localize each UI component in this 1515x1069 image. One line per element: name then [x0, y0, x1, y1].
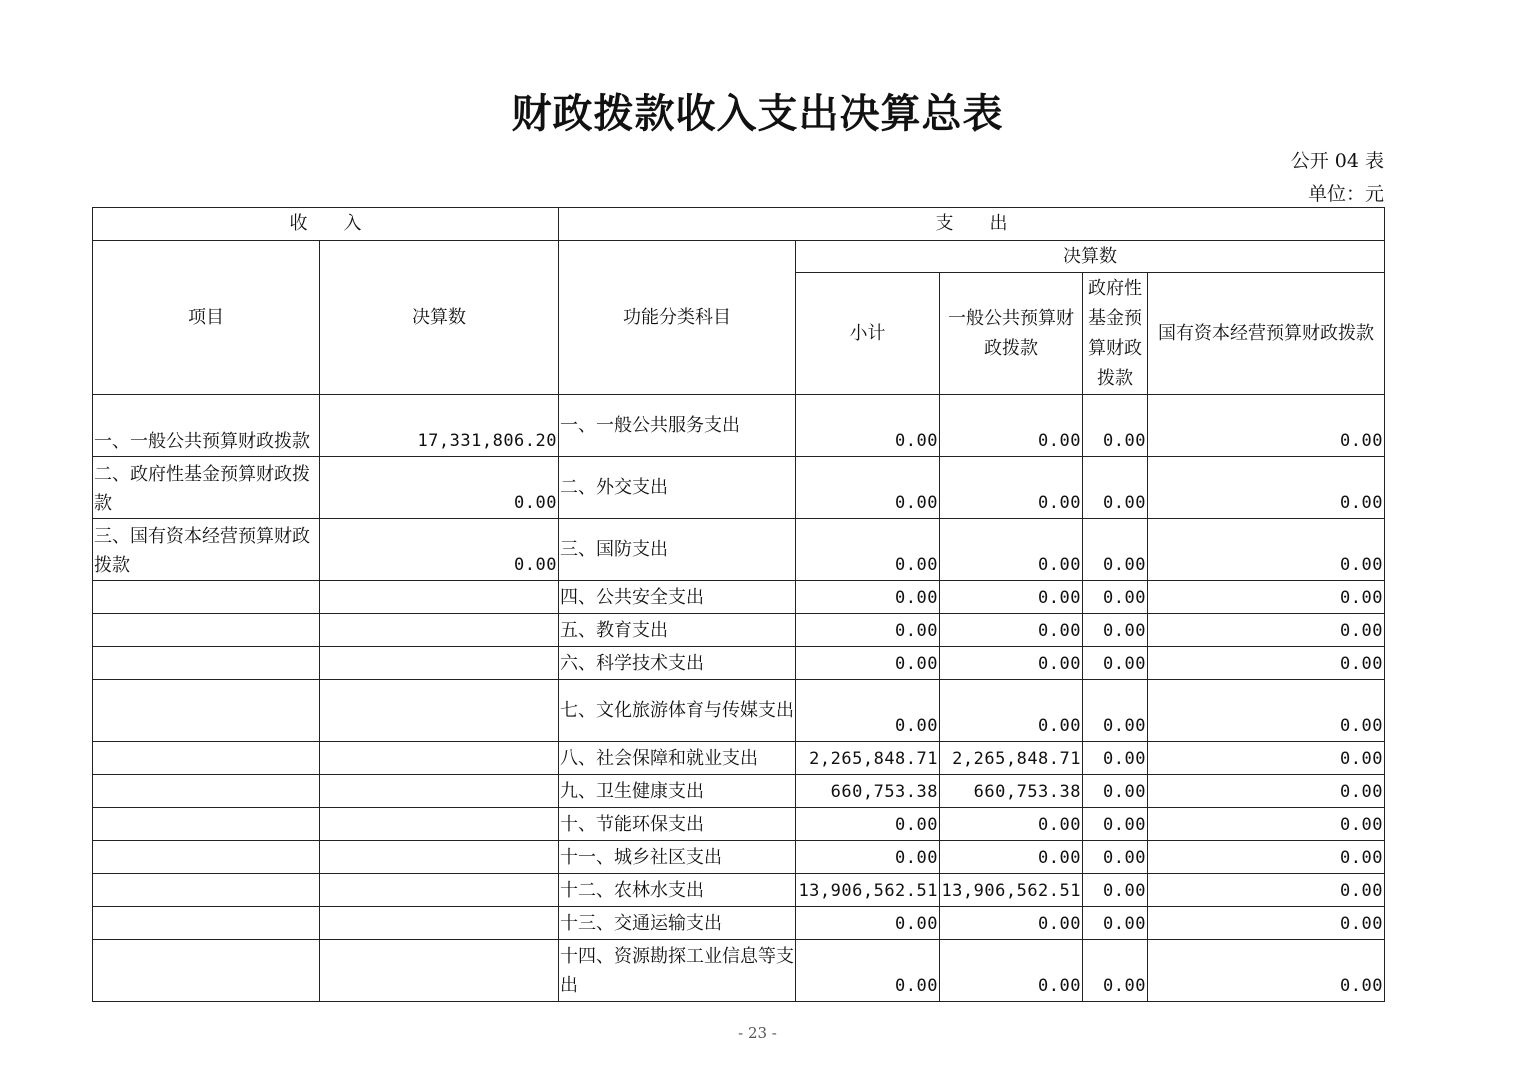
- table-row: [93, 808, 1385, 841]
- category-cell: 五、教育支出: [559, 614, 796, 647]
- state-capital-cell: 0.00: [1148, 940, 1385, 1002]
- subtotal-cell: 2,265,848.71: [796, 742, 940, 775]
- category-cell: 三、国防支出: [559, 519, 796, 581]
- category-cell: 九、卫生健康支出: [559, 775, 796, 808]
- subtotal-cell: 660,753.38: [796, 775, 940, 808]
- general-budget-column-header: 一般公共预算财政拨款: [940, 273, 1083, 395]
- state-capital-cell: 0.00: [1148, 457, 1385, 519]
- income-amount-cell: 0.00: [320, 457, 559, 519]
- category-cell: 八、社会保障和就业支出: [559, 742, 796, 775]
- category-cell: 七、文化旅游体育与传媒支出: [559, 680, 796, 742]
- category-column-header: 功能分类科目: [559, 241, 796, 395]
- income-amount-cell: [320, 940, 559, 1002]
- state-capital-column-header: 国有资本经营预算财政拨款: [1148, 273, 1385, 395]
- state-capital-cell: 0.00: [1148, 581, 1385, 614]
- table-row: [93, 841, 1385, 874]
- gov-fund-cell: 0.00: [1083, 680, 1148, 742]
- state-capital-cell: 0.00: [1148, 395, 1385, 457]
- table-row: [93, 395, 1385, 457]
- income-item-cell: [93, 841, 320, 874]
- state-capital-cell: 0.00: [1148, 742, 1385, 775]
- income-header: 收 入: [93, 208, 559, 241]
- income-item-cell: [93, 874, 320, 907]
- gov-fund-cell: 0.00: [1083, 614, 1148, 647]
- unit-label: 单位：元: [1307, 183, 1384, 205]
- gov-fund-cell: 0.00: [1083, 808, 1148, 841]
- income-amount-cell: [320, 841, 559, 874]
- table-row: [93, 680, 1385, 742]
- income-amount-cell: 17,331,806.20: [320, 395, 559, 457]
- category-cell: 六、科学技术支出: [559, 647, 796, 680]
- subtotal-cell: 0.00: [796, 519, 940, 581]
- subtotal-cell: 0.00: [796, 581, 940, 614]
- gov-fund-cell: 0.00: [1083, 581, 1148, 614]
- gov-fund-cell: 0.00: [1083, 457, 1148, 519]
- subtotal-cell: 0.00: [796, 841, 940, 874]
- table-row: [93, 519, 1385, 581]
- general-budget-cell: 0.00: [940, 808, 1083, 841]
- subtotal-cell: 0.00: [796, 940, 940, 1002]
- income-amount-cell: [320, 742, 559, 775]
- income-amount-cell: [320, 808, 559, 841]
- subtotal-column-header: 小计: [796, 273, 940, 395]
- subtotal-cell: 13,906,562.51: [796, 874, 940, 907]
- category-cell: 十四、资源勘探工业信息等支出: [559, 940, 796, 1002]
- gov-fund-column-header: 政府性基金预算财政拨款: [1083, 273, 1148, 395]
- income-item-cell: [93, 940, 320, 1002]
- subtotal-cell: 0.00: [796, 647, 940, 680]
- income-amount-cell: [320, 647, 559, 680]
- gov-fund-cell: 0.00: [1083, 647, 1148, 680]
- category-cell: 十一、城乡社区支出: [559, 841, 796, 874]
- income-amount-cell: [320, 907, 559, 940]
- gov-fund-cell: 0.00: [1083, 395, 1148, 457]
- income-item-cell: [93, 614, 320, 647]
- general-budget-cell: 0.00: [940, 581, 1083, 614]
- subtotal-cell: 0.00: [796, 395, 940, 457]
- item-column-header: 项目: [93, 241, 320, 395]
- income-item-cell: 三、国有资本经营预算财政拨款: [93, 519, 320, 581]
- general-budget-cell: 0.00: [940, 907, 1083, 940]
- income-amount-cell: [320, 775, 559, 808]
- income-amount-cell: [320, 581, 559, 614]
- table-row: [93, 647, 1385, 680]
- subtotal-cell: 0.00: [796, 808, 940, 841]
- table-row: [93, 940, 1385, 1002]
- category-cell: 十三、交通运输支出: [559, 907, 796, 940]
- page-number: - 23 -: [738, 1024, 777, 1042]
- page-title: 财政拨款收入支出决算总表: [511, 90, 1004, 137]
- subtotal-cell: 0.00: [796, 680, 940, 742]
- table-row: [93, 874, 1385, 907]
- state-capital-cell: 0.00: [1148, 680, 1385, 742]
- gov-fund-cell: 0.00: [1083, 775, 1148, 808]
- state-capital-cell: 0.00: [1148, 519, 1385, 581]
- income-item-cell: [93, 775, 320, 808]
- income-item-cell: [93, 581, 320, 614]
- subtotal-cell: 0.00: [796, 614, 940, 647]
- general-budget-cell: 0.00: [940, 841, 1083, 874]
- general-budget-cell: 0.00: [940, 614, 1083, 647]
- category-cell: 四、公共安全支出: [559, 581, 796, 614]
- general-budget-cell: 660,753.38: [940, 775, 1083, 808]
- subtotal-cell: 0.00: [796, 907, 940, 940]
- income-amount-cell: [320, 614, 559, 647]
- general-budget-cell: 0.00: [940, 940, 1083, 1002]
- general-budget-cell: 0.00: [940, 680, 1083, 742]
- income-actual-column-header: 决算数: [320, 241, 559, 395]
- state-capital-cell: 0.00: [1148, 841, 1385, 874]
- gov-fund-cell: 0.00: [1083, 907, 1148, 940]
- income-amount-cell: [320, 874, 559, 907]
- general-budget-cell: 0.00: [940, 457, 1083, 519]
- category-cell: 十、节能环保支出: [559, 808, 796, 841]
- general-budget-cell: 0.00: [940, 519, 1083, 581]
- gov-fund-cell: 0.00: [1083, 940, 1148, 1002]
- table-row: [93, 581, 1385, 614]
- income-item-cell: [93, 907, 320, 940]
- income-item-cell: 一、一般公共预算财政拨款: [93, 395, 320, 457]
- general-budget-cell: 0.00: [940, 647, 1083, 680]
- form-number: 公开 04 表: [1290, 150, 1384, 172]
- gov-fund-cell: 0.00: [1083, 841, 1148, 874]
- state-capital-cell: 0.00: [1148, 907, 1385, 940]
- table-row: [93, 742, 1385, 775]
- state-capital-cell: 0.00: [1148, 614, 1385, 647]
- subtotal-cell: 0.00: [796, 457, 940, 519]
- income-item-cell: 二、政府性基金预算财政拨款: [93, 457, 320, 519]
- category-cell: 二、外交支出: [559, 457, 796, 519]
- gov-fund-cell: 0.00: [1083, 874, 1148, 907]
- income-item-cell: [93, 647, 320, 680]
- table-row: [93, 614, 1385, 647]
- table-row: [93, 775, 1385, 808]
- table-row: [93, 907, 1385, 940]
- gov-fund-cell: 0.00: [1083, 742, 1148, 775]
- state-capital-cell: 0.00: [1148, 775, 1385, 808]
- expense-header: 支 出: [559, 208, 1385, 241]
- category-cell: 一、一般公共服务支出: [559, 395, 796, 457]
- state-capital-cell: 0.00: [1148, 874, 1385, 907]
- state-capital-cell: 0.00: [1148, 647, 1385, 680]
- general-budget-cell: 13,906,562.51: [940, 874, 1083, 907]
- income-amount-cell: [320, 680, 559, 742]
- income-amount-cell: 0.00: [320, 519, 559, 581]
- gov-fund-cell: 0.00: [1083, 519, 1148, 581]
- category-cell: 十二、农林水支出: [559, 874, 796, 907]
- table-row: [93, 457, 1385, 519]
- income-item-cell: [93, 680, 320, 742]
- appropriation-summary-table: [92, 207, 1385, 1002]
- general-budget-cell: 2,265,848.71: [940, 742, 1083, 775]
- income-item-cell: [93, 808, 320, 841]
- actual-total-header: 决算数: [796, 241, 1385, 273]
- general-budget-cell: 0.00: [940, 395, 1083, 457]
- state-capital-cell: 0.00: [1148, 808, 1385, 841]
- income-item-cell: [93, 742, 320, 775]
